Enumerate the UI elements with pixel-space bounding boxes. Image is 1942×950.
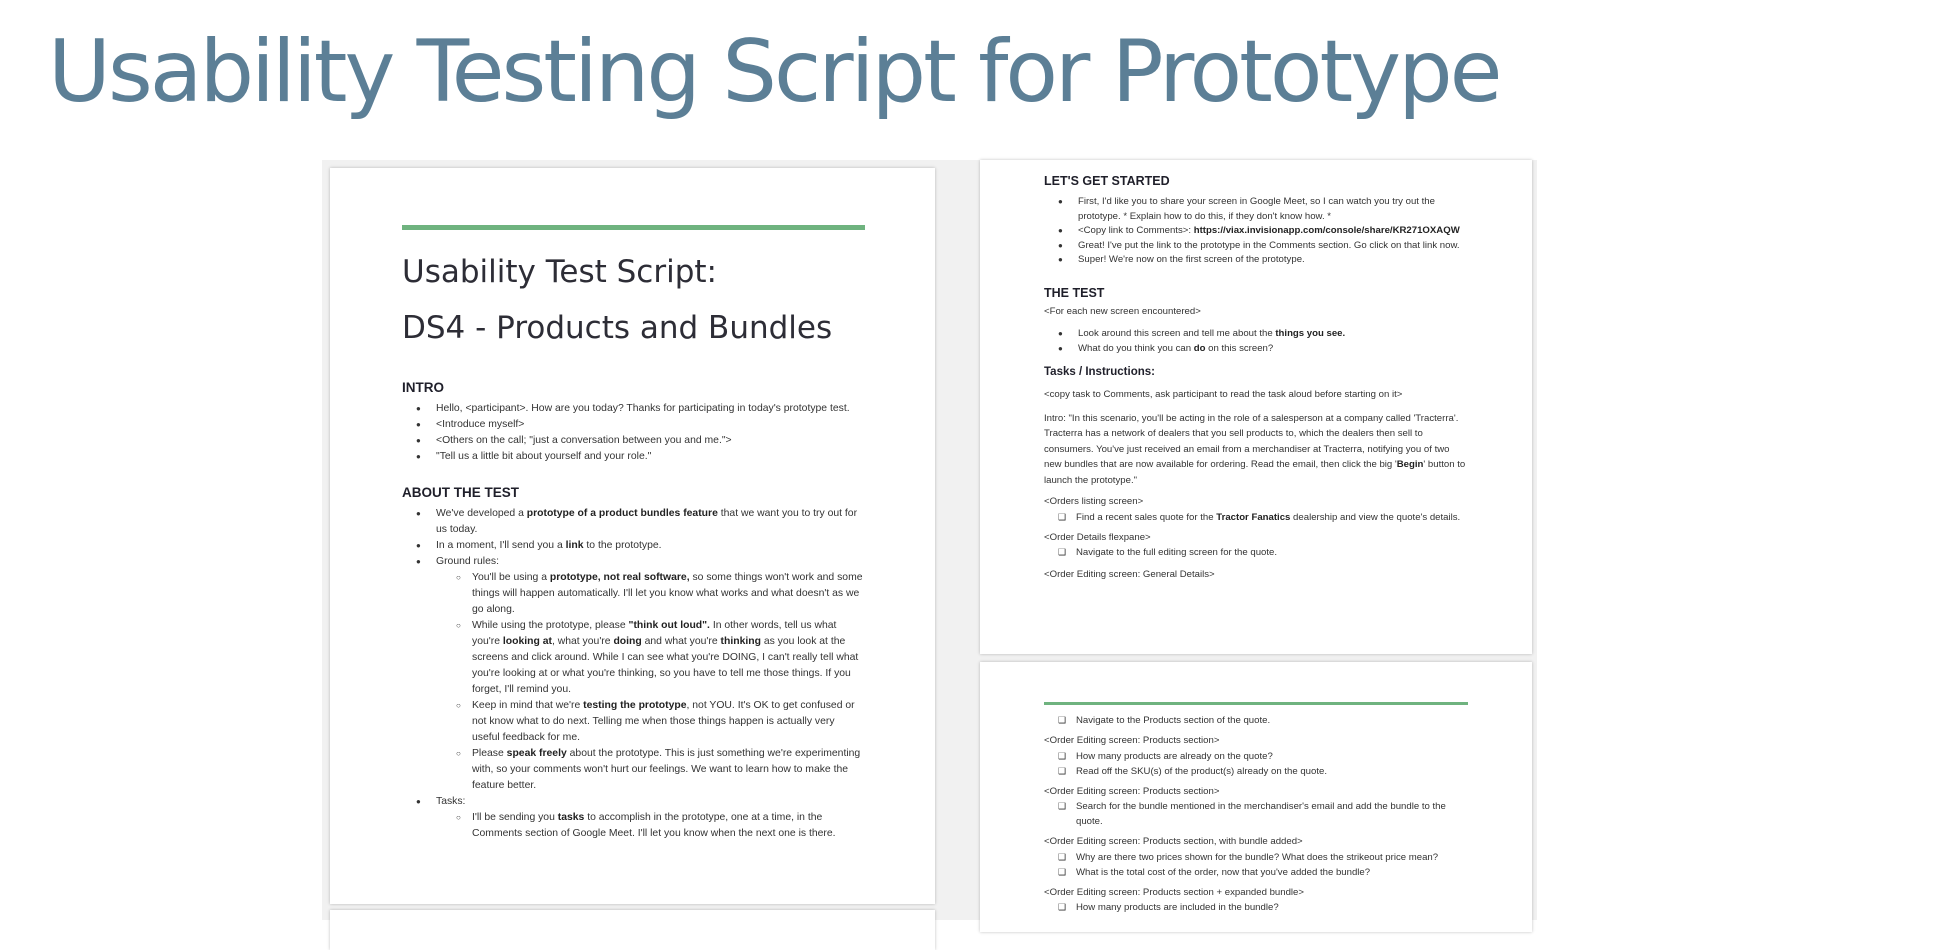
intro-heading: INTRO xyxy=(402,380,444,395)
list-item: ● What do you think you can do on this screen? xyxy=(1044,342,1468,357)
checklist xyxy=(1044,510,1468,525)
copy-task-note: <copy task to Comments, ask participant to read the task aloud before starting on it> xyxy=(1044,389,1403,400)
list-item: ● First, I'd like you to share your screen in Google Meet, so I can watch you try out the prototype. * Explain how to do this, if they don't know how. * xyxy=(1044,195,1468,224)
list-item: ● Hello, <participant>. How are you today? Thanks for participating in today's prototype test. xyxy=(402,401,865,417)
test-heading: THE TEST xyxy=(1044,285,1105,300)
ground-rules-list xyxy=(436,570,865,794)
tasks-list xyxy=(436,810,865,842)
document-page-3 xyxy=(980,662,1532,932)
checklist-item: ❑ Why are there two prices shown for the bundle? What does the strikeout price mean? xyxy=(1044,850,1468,865)
step-label: <Order Editing screen: Products section> xyxy=(1044,785,1220,797)
about-heading: ABOUT THE TEST xyxy=(402,485,519,500)
checklist-item: ❑ Find a recent sales quote for the Tractor Fanatics dealership and view the quote's details. xyxy=(1044,510,1468,525)
scenario-intro: Intro: "In this scenario, you'll be acting in the role of a salesperson at a company called 'Tracterra'. Tracterra has a network of dealers that you sell products to, which the dealers then sell to consumers. You've just received an email from a merchandiser at Tracterra, notifying you of two new bundles that are now available for ordering. Read the email, then click the big 'Begin' button to launch the prototype." xyxy=(1044,412,1466,486)
order-details-label: <Order Details flexpane> xyxy=(1044,531,1151,543)
document-page-2 xyxy=(980,160,1532,654)
step-label: <Order Editing screen: Products section> xyxy=(1044,735,1220,746)
tasks-heading: Tasks / Instructions: xyxy=(1044,366,1155,378)
order-editing-general-label: <Order Editing screen: General Details> xyxy=(1044,569,1215,581)
list-item: ● <Others on the call; "just a conversation between you and me."> xyxy=(402,433,865,449)
checklist-item: ❑ What is the total cost of the order, now that you've added the bundle? xyxy=(1044,865,1468,880)
list-item: ○ I'll be sending you tasks to accomplish in the prototype, one at a time, in the Comments section of Google Meet. I'll let you know when the next one is there. xyxy=(436,810,865,842)
prototype-link: https://viax.invisionapp.com/console/share/KR271OXAQW xyxy=(1193,225,1460,236)
list-item: ● "Tell us a little bit about yourself and your role." xyxy=(402,449,865,465)
checklist xyxy=(1044,749,1468,779)
step-label: <Order Editing screen: Products section, with bundle added> xyxy=(1044,836,1303,847)
checklist xyxy=(1044,545,1468,560)
checklist-item: ❑ Navigate to the full editing screen for the quote. xyxy=(1044,545,1468,560)
started-list xyxy=(1044,195,1468,268)
slide-title: Usability Testing Script for Prototype xyxy=(48,22,1500,122)
list-item: ● Great! I've put the link to the prototype in the Comments section. Go click on that link now. xyxy=(1044,239,1468,254)
checklist xyxy=(1044,713,1468,728)
list-item: ● <Introduce myself> xyxy=(402,417,865,433)
checklist xyxy=(1044,850,1468,880)
checklist-item: ❑ Navigate to the Products section of the quote. xyxy=(1044,713,1468,728)
list-item: ○ You'll be using a prototype, not real software, so some things won't work and some things will happen automatically. I'll let you know what works and what doesn't as we go along. xyxy=(436,570,865,618)
list-item: ● We've developed a prototype of a product bundles feature that we want you to try out for us today. xyxy=(402,506,865,538)
list-item: ○ While using the prototype, please "think out loud". In other words, tell us what you're looking at, what you're doing and what you're thinking as you look at the screens and click around. While I can see what you're DOING, I can't really tell what you're looking at or what you're thinking, so you have to tell me those things. If you forget, I'll remind you. xyxy=(436,618,865,698)
checklist xyxy=(1044,799,1468,829)
checklist-item: ❑ How many products are included in the bundle? xyxy=(1044,900,1468,915)
list-item: ○ Please speak freely about the prototype. This is just something we're experimenting with, so your comments won't hurt our feelings. We want to learn how to make the feature better. xyxy=(436,746,865,794)
green-divider xyxy=(402,225,865,230)
list-item: ● Look around this screen and tell me about the things you see. xyxy=(1044,327,1468,342)
orders-listing-label: <Orders listing screen> xyxy=(1044,496,1144,508)
test-list xyxy=(1044,327,1468,356)
document-page-next xyxy=(330,910,935,950)
checklist xyxy=(1044,900,1468,915)
started-heading: LET'S GET STARTED xyxy=(1044,174,1170,188)
checklist-item: ❑ Search for the bundle mentioned in the merchandiser's email and add the bundle to the quote. xyxy=(1044,799,1468,829)
intro-list xyxy=(402,401,865,465)
doc-title-line1: Usability Test Script: xyxy=(402,254,717,290)
list-item: ○ Keep in mind that we're testing the prototype, not YOU. It's OK to get confused or not know what to do next. Telling me when those things happen is actually very useful feedback for me. xyxy=(436,698,865,746)
screen-prompt: <For each new screen encountered> xyxy=(1044,305,1201,317)
checklist-item: ❑ Read off the SKU(s) of the product(s) already on the quote. xyxy=(1044,764,1468,779)
document-page-1 xyxy=(330,168,935,904)
list-item: ● <Copy link to Comments>: https://viax.invisionapp.com/console/share/KR271OXAQW xyxy=(1044,224,1468,239)
doc-title-line2: DS4 - Products and Bundles xyxy=(402,310,833,346)
list-item: ● Ground rules: ○ You'll be using a prototype, not real software, so some things won't work and some things will happen automatically. I'll let you know what works and what doesn't as we go along. ○ While using the prototype, please "think out loud". In other words, tell us what you're looking at, what you're doing and what you're thinking as you look at the screens and click around. While I can see what you're DOING, I can't really tell what you're looking at or what you're thinking, so you have to tell me those things. If you forget, I'll remind you. ○ Keep in mind that we're testing the prototype, not YOU. It's OK to get confused or not know what to do next. Telling me when those things happen is actually very useful feedback for me. ○ Please speak freely about the prototype. This is just something we're experimenting with, so your comments won't hurt our feelings. We want to learn how to make the feature better. xyxy=(402,554,865,794)
step-label: <Order Editing screen: Products section + expanded bundle> xyxy=(1044,886,1304,898)
list-item: ● Tasks: ○ I'll be sending you tasks to accomplish in the prototype, one at a time, in the Comments section of Google Meet. I'll let you know when the next one is there. xyxy=(402,794,865,842)
list-item: ● Super! We're now on the first screen of the prototype. xyxy=(1044,253,1468,268)
checklist-item: ❑ How many products are already on the quote? xyxy=(1044,749,1468,764)
about-list xyxy=(402,506,865,842)
list-item: ● In a moment, I'll send you a link to the prototype. xyxy=(402,538,865,554)
